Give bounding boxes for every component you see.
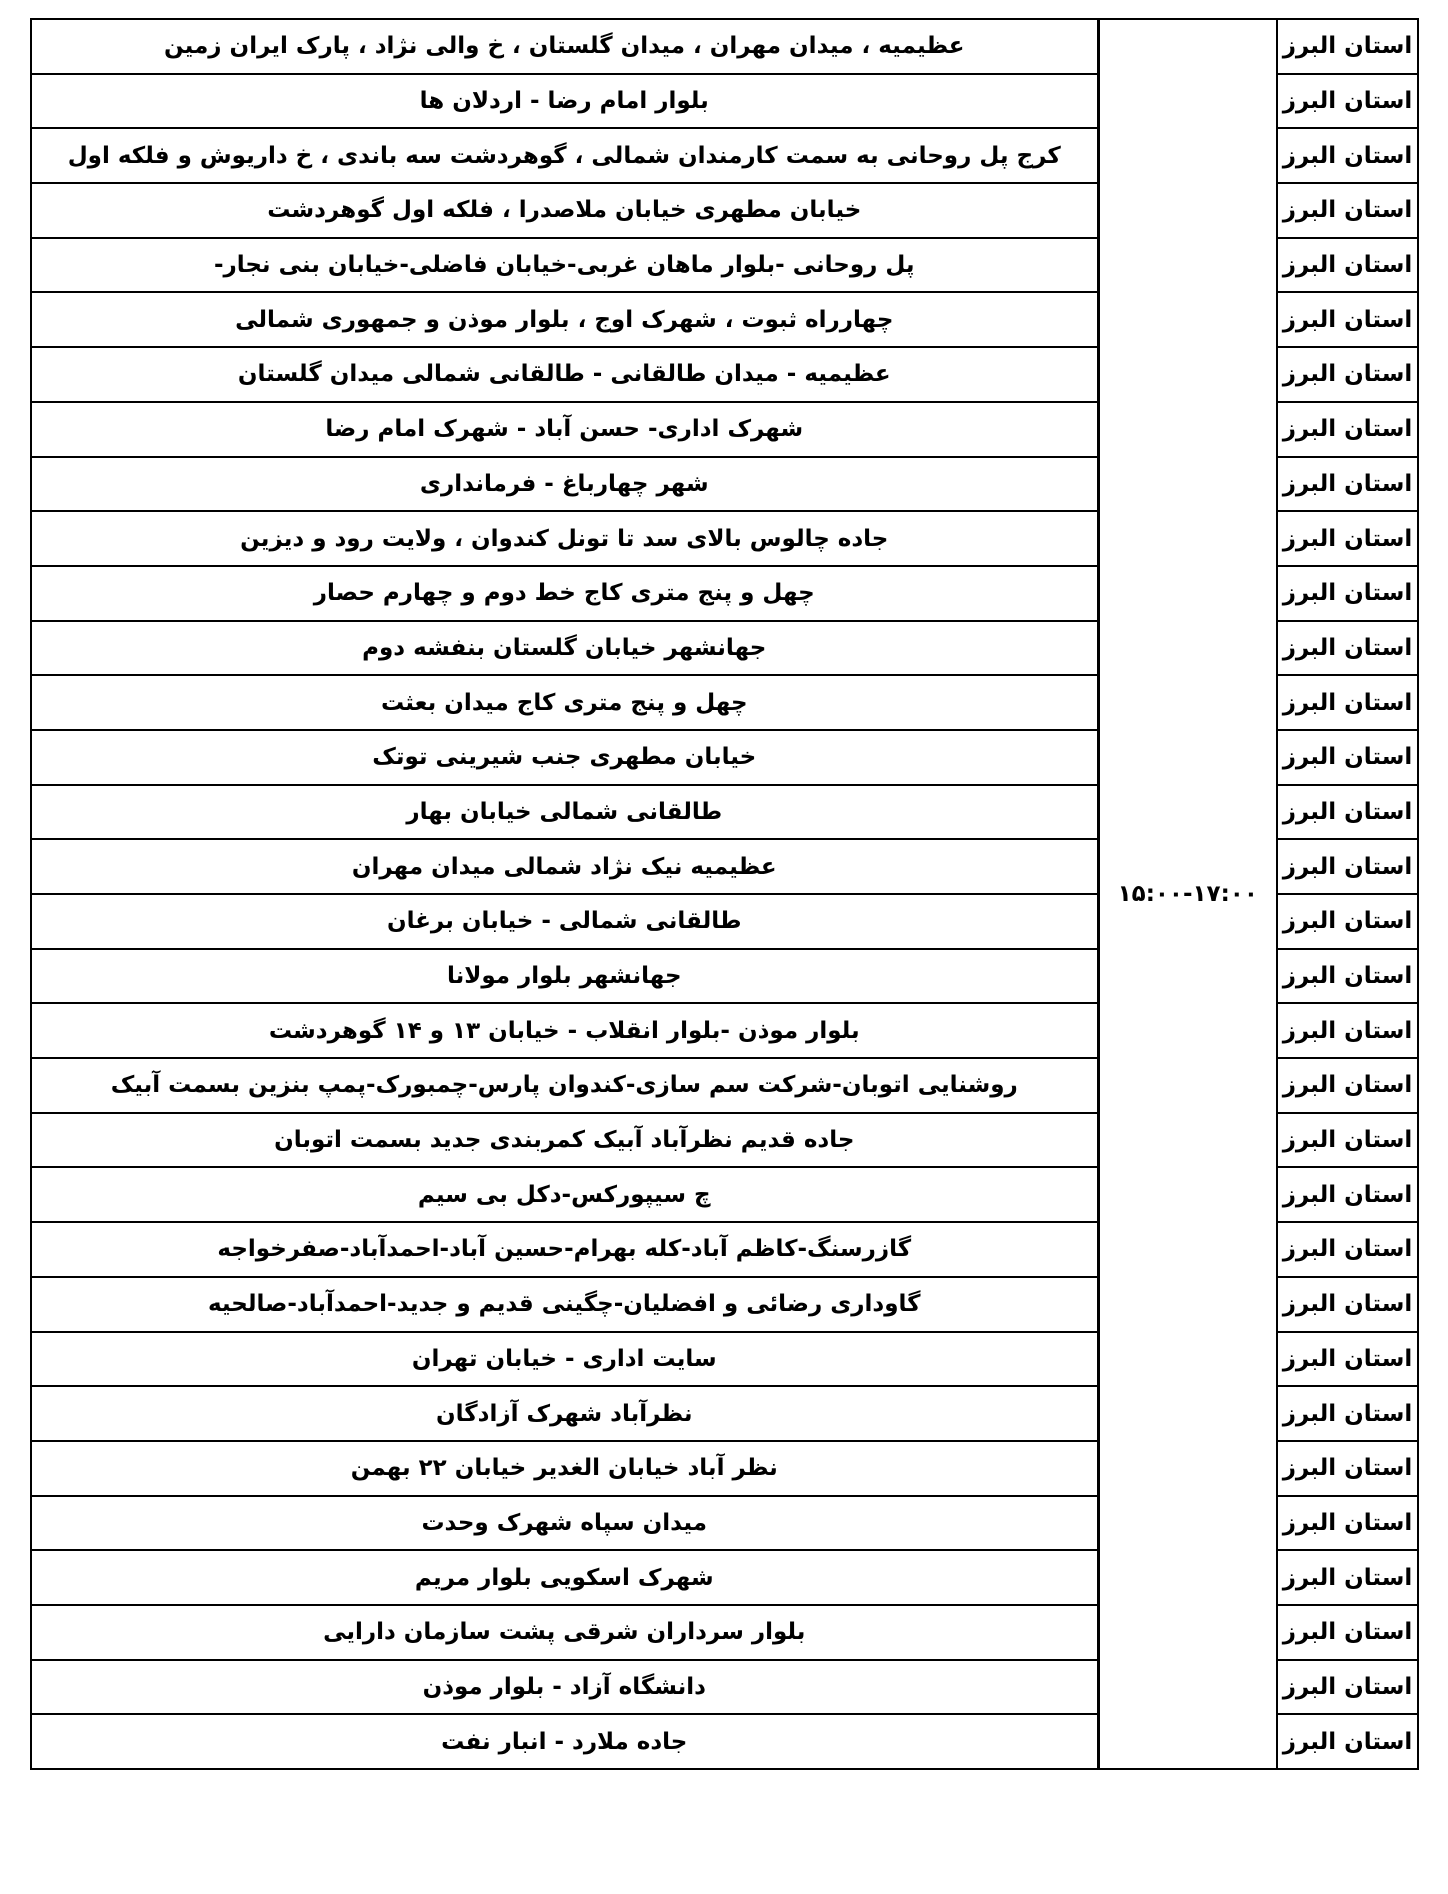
area-cell: گاوداری رضائی و افضلیان-چگینی قدیم و جدید-احمدآباد-صالحیه xyxy=(31,1277,1098,1332)
province-cell: استان البرز xyxy=(1277,19,1418,74)
area-cell: شهرک اسکویی بلوار مریم xyxy=(31,1550,1098,1605)
area-cell: چ سیپورکس-دکل بی سیم xyxy=(31,1167,1098,1222)
province-cell: استان البرز xyxy=(1277,1441,1418,1496)
province-cell: استان البرز xyxy=(1277,347,1418,402)
province-cell: استان البرز xyxy=(1277,675,1418,730)
province-cell: استان البرز xyxy=(1277,402,1418,457)
province-cell: استان البرز xyxy=(1277,839,1418,894)
area-cell: شهرک اداری- حسن آباد - شهرک امام رضا xyxy=(31,402,1098,457)
area-cell: طالقانی شمالی خیابان بهار xyxy=(31,785,1098,840)
province-cell: استان البرز xyxy=(1277,621,1418,676)
province-cell: استان البرز xyxy=(1277,1332,1418,1387)
province-cell: استان البرز xyxy=(1277,785,1418,840)
area-cell: چهل و پنج متری کاج خط دوم و چهارم حصار xyxy=(31,566,1098,621)
area-cell: نظرآباد شهرک آزادگان xyxy=(31,1386,1098,1441)
area-cell: جاده چالوس بالای سد تا تونل کندوان ، ولایت رود و دیزین xyxy=(31,511,1098,566)
province-cell: استان البرز xyxy=(1277,1003,1418,1058)
province-cell: استان البرز xyxy=(1277,894,1418,949)
province-cell: استان البرز xyxy=(1277,1167,1418,1222)
area-cell: چهل و پنج متری کاج میدان بعثت xyxy=(31,675,1098,730)
area-cell: جاده ملارد - انبار نفت xyxy=(31,1714,1098,1769)
province-cell: استان البرز xyxy=(1277,1550,1418,1605)
area-cell: روشنایی اتوبان-شرکت سم سازی-کندوان پارس-چمبورک-پمپ بنزین بسمت آبیک xyxy=(31,1058,1098,1113)
province-cell: استان البرز xyxy=(1277,238,1418,293)
area-cell: جهانشهر بلوار مولانا xyxy=(31,949,1098,1004)
province-cell: استان البرز xyxy=(1277,74,1418,129)
area-cell: عظیمیه نیک نژاد شمالی میدان مهران xyxy=(31,839,1098,894)
area-cell: چهارراه ثبوت ، شهرک اوج ، بلوار موذن و جمهوری شمالی xyxy=(31,292,1098,347)
province-cell: استان البرز xyxy=(1277,1058,1418,1113)
area-cell: طالقانی شمالی - خیابان برغان xyxy=(31,894,1098,949)
area-cell: کرج پل روحانی به سمت کارمندان شمالی ، گوهردشت سه باندی ، خ داریوش و فلکه اول xyxy=(31,128,1098,183)
province-cell: استان البرز xyxy=(1277,566,1418,621)
province-cell: استان البرز xyxy=(1277,1386,1418,1441)
time-range-cell: ۱۵:۰۰-۱۷:۰۰ xyxy=(1098,19,1277,1769)
province-cell: استان البرز xyxy=(1277,292,1418,347)
area-cell: جهانشهر خیابان گلستان بنفشه دوم xyxy=(31,621,1098,676)
schedule-body xyxy=(31,19,1418,1769)
area-cell: دانشگاه آزاد - بلوار موذن xyxy=(31,1660,1098,1715)
area-cell: نظر آباد خیابان الغدیر خیابان ۲۲ بهمن xyxy=(31,1441,1098,1496)
province-cell: استان البرز xyxy=(1277,183,1418,238)
area-cell: گازرسنگ-کاظم آباد-کله بهرام-حسین آباد-احمدآباد-صفرخواجه xyxy=(31,1222,1098,1277)
area-cell: جاده قدیم نظرآباد آبیک کمربندی جدید بسمت اتوبان xyxy=(31,1113,1098,1168)
area-cell: خیابان مطهری خیابان ملاصدرا ، فلکه اول گوهردشت xyxy=(31,183,1098,238)
province-cell: استان البرز xyxy=(1277,128,1418,183)
outage-schedule-table xyxy=(30,18,1419,1770)
province-cell: استان البرز xyxy=(1277,1660,1418,1715)
province-cell: استان البرز xyxy=(1277,1714,1418,1769)
province-cell: استان البرز xyxy=(1277,730,1418,785)
area-cell: خیابان مطهری جنب شیرینی توتک xyxy=(31,730,1098,785)
province-cell: استان البرز xyxy=(1277,1605,1418,1660)
province-cell: استان البرز xyxy=(1277,1113,1418,1168)
province-cell: استان البرز xyxy=(1277,457,1418,512)
table-row xyxy=(31,19,1418,74)
area-cell: پل روحانی -بلوار ماهان غربی-خیابان فاضلی-خیابان بنی نجار- xyxy=(31,238,1098,293)
area-cell: بلوار موذن -بلوار انقلاب - خیابان ۱۳ و ۱۴ گوهردشت xyxy=(31,1003,1098,1058)
area-cell: عظیمیه ، میدان مهران ، میدان گلستان ، خ والی نژاد ، پارک ایران زمین xyxy=(31,19,1098,74)
province-cell: استان البرز xyxy=(1277,1277,1418,1332)
area-cell: سایت اداری - خیابان تهران xyxy=(31,1332,1098,1387)
province-cell: استان البرز xyxy=(1277,949,1418,1004)
area-cell: بلوار سرداران شرقی پشت سازمان دارایی xyxy=(31,1605,1098,1660)
province-cell: استان البرز xyxy=(1277,511,1418,566)
area-cell: بلوار امام رضا - اردلان ها xyxy=(31,74,1098,129)
area-cell: عظیمیه - میدان طالقانی - طالقانی شمالی میدان گلستان xyxy=(31,347,1098,402)
province-cell: استان البرز xyxy=(1277,1222,1418,1277)
area-cell: شهر چهارباغ - فرمانداری xyxy=(31,457,1098,512)
province-cell: استان البرز xyxy=(1277,1496,1418,1551)
area-cell: میدان سپاه شهرک وحدت xyxy=(31,1496,1098,1551)
